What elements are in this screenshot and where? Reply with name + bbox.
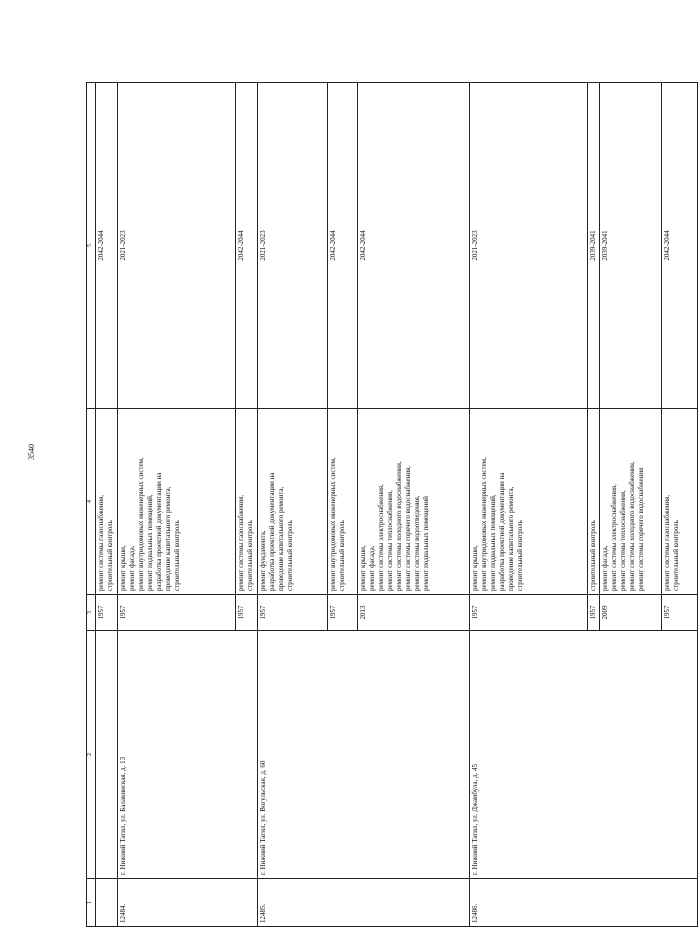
work-item: ремонт системы газоснабжения, <box>237 494 245 591</box>
cell-year: 1957 <box>588 595 600 631</box>
work-item: разработка проектной документации на <box>268 472 276 591</box>
cell-works <box>118 409 236 595</box>
cell-period: 2021-2023 <box>470 83 588 409</box>
work-item: ремонт внутридомовых инженерных систем, <box>329 457 337 591</box>
work-item: ремонт системы горячего водоснабжения <box>637 467 645 591</box>
work-item: строительный контроль <box>173 520 181 591</box>
cell-year: 1957 <box>662 595 698 631</box>
cell-year: 1957 <box>328 595 358 631</box>
work-item: ремонт подвальных помещений, <box>489 494 497 591</box>
document-table <box>86 82 698 927</box>
work-item: ремонт системы газоснабжения, <box>663 494 671 591</box>
work-item: ремонт внутридомовых инженерных систем, <box>137 457 145 591</box>
cell-period: 2039-2041 <box>588 83 600 409</box>
header-cell-3: 3 <box>87 595 96 631</box>
cell-address: г. Нижний Тагил, ул. Балакинская, д. 13 <box>118 631 258 879</box>
cell-year: 1957 <box>470 595 588 631</box>
cell-period: 2042-2044 <box>328 83 358 409</box>
cell-address: г. Нижний Тагил, ул. Джамбула, д. 45 <box>470 631 698 879</box>
work-item: ремонт системы холодного водоснабжения, <box>628 461 636 591</box>
work-item: ремонт крыши, <box>471 545 479 591</box>
cell-works <box>258 409 328 595</box>
work-item: строительный контроль <box>286 520 294 591</box>
work-item: ремонт системы электроснабжения, <box>610 484 618 591</box>
cell-works <box>662 409 698 595</box>
header-row <box>87 83 96 927</box>
cell-year: 2013 <box>358 595 470 631</box>
cell-address: г. Нижний Тагил, ул. Вогульская, д. 60 <box>258 631 470 879</box>
cell-number: 12485. <box>258 879 470 927</box>
cell-works <box>588 409 600 595</box>
cell-works <box>96 409 118 595</box>
work-item: строительный контроль <box>516 520 524 591</box>
cell-works <box>236 409 258 595</box>
header-cell-4: 4 <box>87 409 96 595</box>
page-number: 3540 <box>27 444 36 460</box>
cell-number: 12484. <box>118 879 258 927</box>
table-row <box>118 83 236 927</box>
cell-year: 1957 <box>258 595 328 631</box>
cell-year: 1957 <box>118 595 236 631</box>
header-cell-2: 2 <box>87 631 96 879</box>
cell-period: 2021-2023 <box>118 83 236 409</box>
cell-period: 2042-2044 <box>358 83 470 409</box>
cell-period: 2021-2023 <box>258 83 328 409</box>
cell-year: 1957 <box>96 595 118 631</box>
work-item: ремонт крыши, <box>119 545 127 591</box>
work-item: ремонт системы теплоснабжения, <box>619 490 627 591</box>
work-item: строительный контроль <box>672 520 680 591</box>
cell-period: 2039-2041 <box>600 83 662 409</box>
work-item: ремонт системы холодного водоснабжения, <box>395 461 403 591</box>
document-table-wrapper <box>86 82 680 927</box>
work-item: ремонт фундамента, <box>259 530 267 591</box>
work-item: проведение капитального ремонта, <box>164 486 172 591</box>
work-item: строительный контроль <box>338 520 346 591</box>
work-item: ремонт системы водоотведения, <box>413 495 421 591</box>
header-cell-1: 1 <box>87 879 96 927</box>
cell-period: 2042-2044 <box>662 83 698 409</box>
work-item: ремонт крыши, <box>359 545 367 591</box>
work-item: строительный контроль <box>246 520 254 591</box>
table-row <box>96 83 118 927</box>
work-item: ремонт подвальных помещений <box>422 496 430 591</box>
table-body <box>96 83 698 927</box>
cell-period: 2042-2044 <box>96 83 118 409</box>
work-item: ремонт системы электроснабжения, <box>377 484 385 591</box>
cell-works <box>600 409 662 595</box>
work-item: ремонт системы горячего водоснабжения, <box>404 465 412 591</box>
cell-period: 2042-2044 <box>236 83 258 409</box>
cell-works <box>328 409 358 595</box>
work-item: ремонт фасада, <box>368 545 376 591</box>
work-item: ремонт системы теплоснабжения, <box>386 490 394 591</box>
cell-year: 1957 <box>236 595 258 631</box>
work-item: ремонт фасада, <box>128 545 136 591</box>
work-item: ремонт внутридомовых инженерных систем, <box>480 457 488 591</box>
work-item: проведение капитального ремонта, <box>277 486 285 591</box>
table-row <box>470 83 588 927</box>
cell-address <box>96 631 118 879</box>
work-item: разработка проектной документации на <box>498 472 506 591</box>
work-item: ремонт системы газоснабжения, <box>97 494 105 591</box>
table-row <box>258 83 328 927</box>
cell-works <box>470 409 588 595</box>
cell-year: 2009 <box>600 595 662 631</box>
work-item: разработка проектной документации на <box>155 472 163 591</box>
work-item: ремонт подвальных помещений, <box>146 494 154 591</box>
work-item: строительный контроль <box>106 520 114 591</box>
work-item: строительный контроль <box>589 520 597 591</box>
cell-number: 12486. <box>470 879 698 927</box>
cell-number <box>96 879 118 927</box>
cell-works <box>358 409 470 595</box>
work-item: проведение капитального ремонта, <box>507 486 515 591</box>
work-item: ремонт фасада, <box>601 545 609 591</box>
header-cell-5: 5 <box>87 83 96 409</box>
